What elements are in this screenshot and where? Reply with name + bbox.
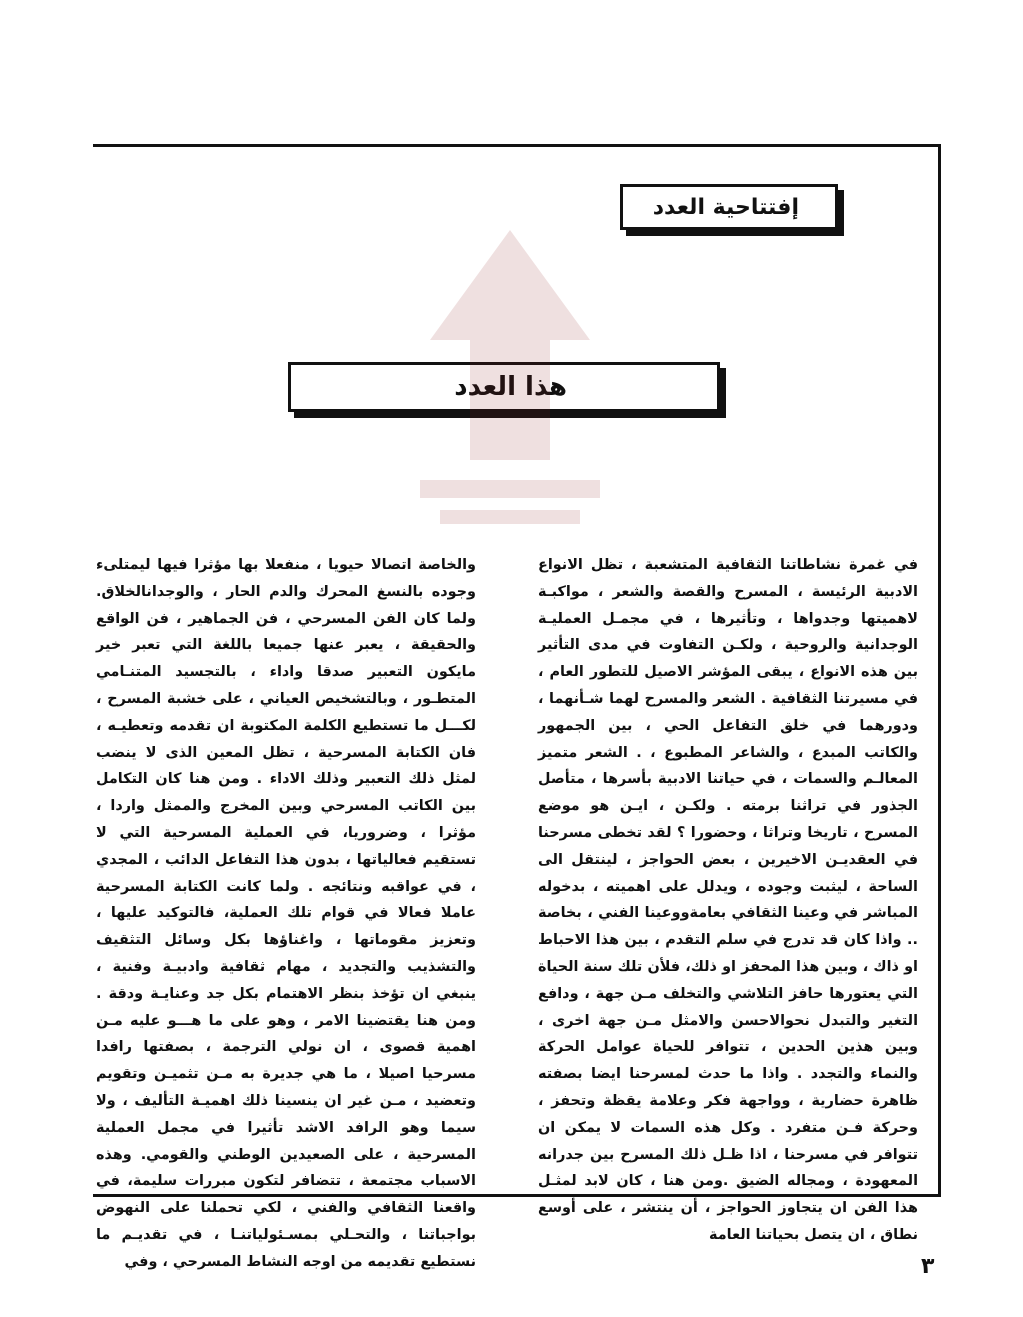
section-title: إفتتاحية العدد — [652, 194, 799, 220]
article-column-left: والخاصة اتصالا حيويا ، منفعلا بها مؤثرا فيها ليمتلىء وجوده بالنسغ المحرك والدم الحار ، والوجدانالخلاق. ولما كان الفن المسرحي ، فن الجماهير ، فن الواقع والحقيقة ، يعبر عنها جميعا باللغة التي تعبر خير مايكون التعبير صدقا واداء ، بالتجسيد المتنـامي المتطـور ، وبالتشخيص العياني ، على خشبة المسرح ، لكـــل ما تستطيع الكلمة المكتوبة ان تقدمه وتعطيـه ، فان الكتابة المسرحية ، تظل المعين الذى لا ينضب لمثل ذلك التعبير وذلك الاداء . ومن هنا كان التكامل بين الكاتب المسرحي وبين المخرج والممثل واردا ، مؤثرا ، وضروريا، في العملية المسرحية التي لا تستقيم فعالياتها ، بدون هذا التفاعل الدائب ، المجدي ، في عواقبه ونتائجه . ولما كانت الكتابة المسرحية عاملا فعالا في قوام تلك العملية، فالتوكيد عليها ، وتعزيز مقوماتها ، واغناؤها بكل وسائل التثقيف والتشذيب والتجديد ، مهام ثقافية وادبيـة وفنية ، ينبغي ان تؤخذ بنظر الاهتمام بكل جد وعنايـة ودقة . ومن هنا يقتضينا الامر ، وهو على ما هـــو عليه مـن اهمية قصوى ، ان نولي الترجمة ، بصفتها رافدا مسرحيا اصيلا ، ما هي جديرة به مـن تثميـن وتقويم وتعضيد ، مـن غير ان ينسينا ذلك اهميـة التأليف ، ولا سيما وهو الرافد الاشد تأثيرا في مجمل العملية المسرحية ، على الصعيدين الوطني والقومي. وهذه الاسباب مجتمعة ، تتضافر لتكون مبررات سليمة، في واقعنا الثقافي والفني ، لكي تحملنا على النهوض بواجباتنا ، والتحـلي بمسـئولياتنـا ، في تقديـم ما نستطيع تقديمه من اوجه النشاط المسرحي ، وفي — [96, 557, 476, 1270]
article-title: هذا العدد — [454, 372, 567, 402]
page-frame-top-rule — [93, 144, 941, 147]
article-column-right: في غمرة نشاطاتنا الثقافية المتشعبة ، تظل الانواع الادبية الرئيسة ، المسرح والقصة والشعر ، مواكبـة لاهميتها وجدواها ، وتأثيرها ، في مجمـل العمليـة الوجدانية والروحية ، ولكـن التفاوت في مدى التأثير بين هذه الانواع ، يبقى المؤشر الاصيل للتطور العام ، في مسيرتنا الثقافية . الشعر والمسرح لهما شـأنهما ، ودورهما في خلق التفاعل الحي ، بين الجمهور والكاتب المبدع ، والشاعر المطبوع ، . الشعر متميز المعالـم والسمات ، في حياتنا الادبية بأسرها ، متأصل الجذور في تراثنا برمته . ولكـن ، ايـن هو موضع المسرح ، تاريخا وتراثا ، وحضورا ؟ لقد تخطى مسرحنا في العقديـن الاخيرين ، بعض الحواجز ، لينتقل الى الساحة ، ليثبت وجوده ، ويدلل على اهميته ، بدخوله المباشر في وعينا الثقافي بعامةووعينا الفني ، بخاصة .. واذا كان قد تدرج في سلم التقدم ، بين هذا الاحباط او ذاك ، وبين هذا المحفز او ذلك، فلأن تلك سنة الحياة التي يعتورها حافز التلاشي والتخلف مـن جهة ، ودافع التغير والتبدل نحوالاحسن والامثل مـن جهة اخرى ، وبين هذين الحدين ، تتوافر للحياة عوامل الحركة والنماء والتجدد . واذا ما حدث لمسرحنا ايضا بصفته ظاهرة حضارية ، وواجهة فكر وعلامة يقظة وتحفز ، وحركة فـن متفرد . وكل هذه السمات لا يمكن ان تتوافر في مسرحنا ، اذا ظـل ذلك المسرح بين جدرانه المعهودة ، ومجاله الضيق .ومن هنا ، كان لابد لمثـل هذا الفن ان يتجاوز الحواجز ، أن ينتشر ، على أوسع نطاق ، ان يتصل بحياتنا العامة — [538, 557, 918, 1243]
page-frame-right-rule — [938, 144, 941, 1196]
page-number: ٣ — [921, 1254, 935, 1279]
section-title-box — [620, 184, 838, 230]
article-title-box — [288, 362, 720, 412]
